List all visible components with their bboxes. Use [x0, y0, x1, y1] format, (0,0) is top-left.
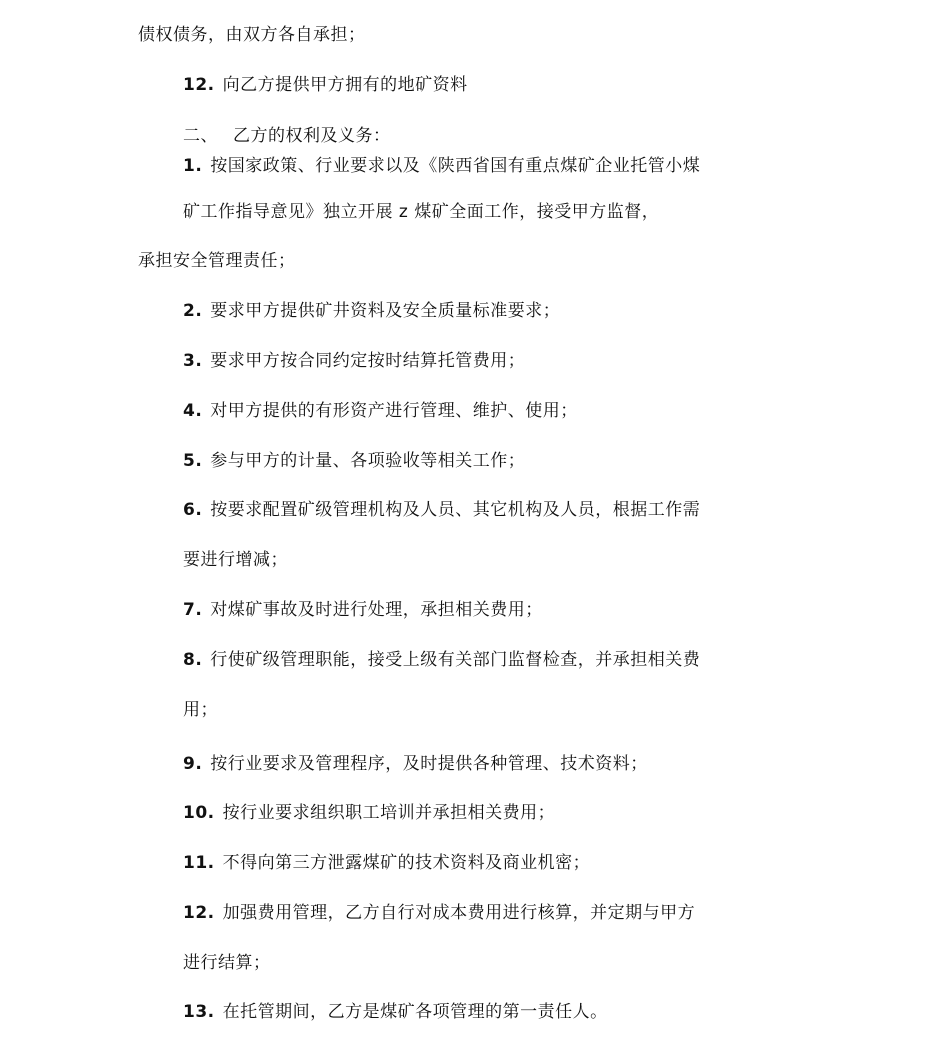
item-2 — [183, 300, 560, 322]
item-11 — [183, 852, 590, 874]
item-number: 1. — [183, 156, 203, 176]
section-marker: 二、 — [183, 126, 218, 146]
item-1-line-2 — [183, 201, 659, 223]
item-12-line-2 — [183, 952, 271, 974]
item-text: 要进行增减； — [183, 550, 288, 570]
item-text: 加强费用管理，乙方自行对成本费用进行核算，并定期与甲方 — [222, 903, 696, 923]
item-1-line-3 — [138, 250, 296, 272]
item-text: 按国家政策、行业要求以及《陕西省国有重点煤矿企业托管小煤 — [210, 156, 701, 176]
item-text: 按行业要求及管理程序，及时提供各种管理、技术资料； — [210, 754, 648, 774]
item-number: 8. — [183, 650, 203, 670]
section-title: 乙方的权利及义务： — [233, 126, 391, 146]
item-number: 7. — [183, 600, 203, 620]
item-text: 进行结算； — [183, 953, 271, 973]
item-number: 6. — [183, 500, 203, 520]
item-number: 9. — [183, 754, 203, 774]
item-number: 5. — [183, 451, 203, 471]
item-4 — [183, 400, 578, 422]
item-7 — [183, 599, 543, 621]
item-text: 要求甲方提供矿井资料及安全质量标准要求； — [210, 301, 561, 321]
item-number: 11. — [183, 853, 215, 873]
item-number: 10. — [183, 803, 215, 823]
item-8-line-2 — [183, 699, 218, 721]
item-text: 在托管期间，乙方是煤矿各项管理的第一责任人。 — [222, 1002, 608, 1022]
item-text: 不得向第三方泄露煤矿的技术资料及商业机密； — [222, 853, 591, 873]
item-text: 按要求配置矿级管理机构及人员、其它机构及人员，根据工作需 — [210, 500, 701, 520]
item-number: 2. — [183, 301, 203, 321]
item-1-line-1 — [183, 155, 700, 177]
item-number: 13. — [183, 1002, 215, 1022]
item-text: 向乙方提供甲方拥有的地矿资料 — [222, 75, 468, 95]
item-number: 12. — [183, 75, 215, 95]
item-3 — [183, 350, 525, 372]
item-text: 承担安全管理责任； — [138, 251, 296, 271]
item-13 — [183, 1001, 608, 1023]
item-6-line-2 — [183, 549, 288, 571]
item-8-line-1 — [183, 649, 700, 671]
item-text: 对煤矿事故及时进行处理，承担相关费用； — [210, 600, 543, 620]
section-heading-party-b — [183, 125, 391, 147]
item-text: 按行业要求组织职工培训并承担相关费用； — [222, 803, 556, 823]
item-text: 矿工作指导意见》独立开展 z 煤矿全面工作，接受甲方监督， — [183, 202, 660, 222]
item-9 — [183, 753, 648, 775]
item-number: 12. — [183, 903, 215, 923]
item-text: 用； — [183, 700, 218, 720]
party-a-item-12 — [183, 74, 468, 96]
continuation-text — [138, 24, 366, 46]
item-number: 3. — [183, 351, 203, 371]
item-12-line-1 — [183, 902, 695, 924]
item-5 — [183, 450, 525, 472]
item-6-line-1 — [183, 499, 700, 521]
item-text: 行使矿级管理职能，接受上级有关部门监督检查，并承担相关费 — [210, 650, 701, 670]
continuation-text-content: 债权债务，由双方各自承担； — [138, 25, 366, 45]
item-text: 要求甲方按合同约定按时结算托管费用； — [210, 351, 526, 371]
item-10 — [183, 802, 555, 824]
item-number: 4. — [183, 401, 203, 421]
item-text: 参与甲方的计量、各项验收等相关工作； — [210, 451, 526, 471]
item-text: 对甲方提供的有形资产进行管理、维护、使用； — [210, 401, 578, 421]
